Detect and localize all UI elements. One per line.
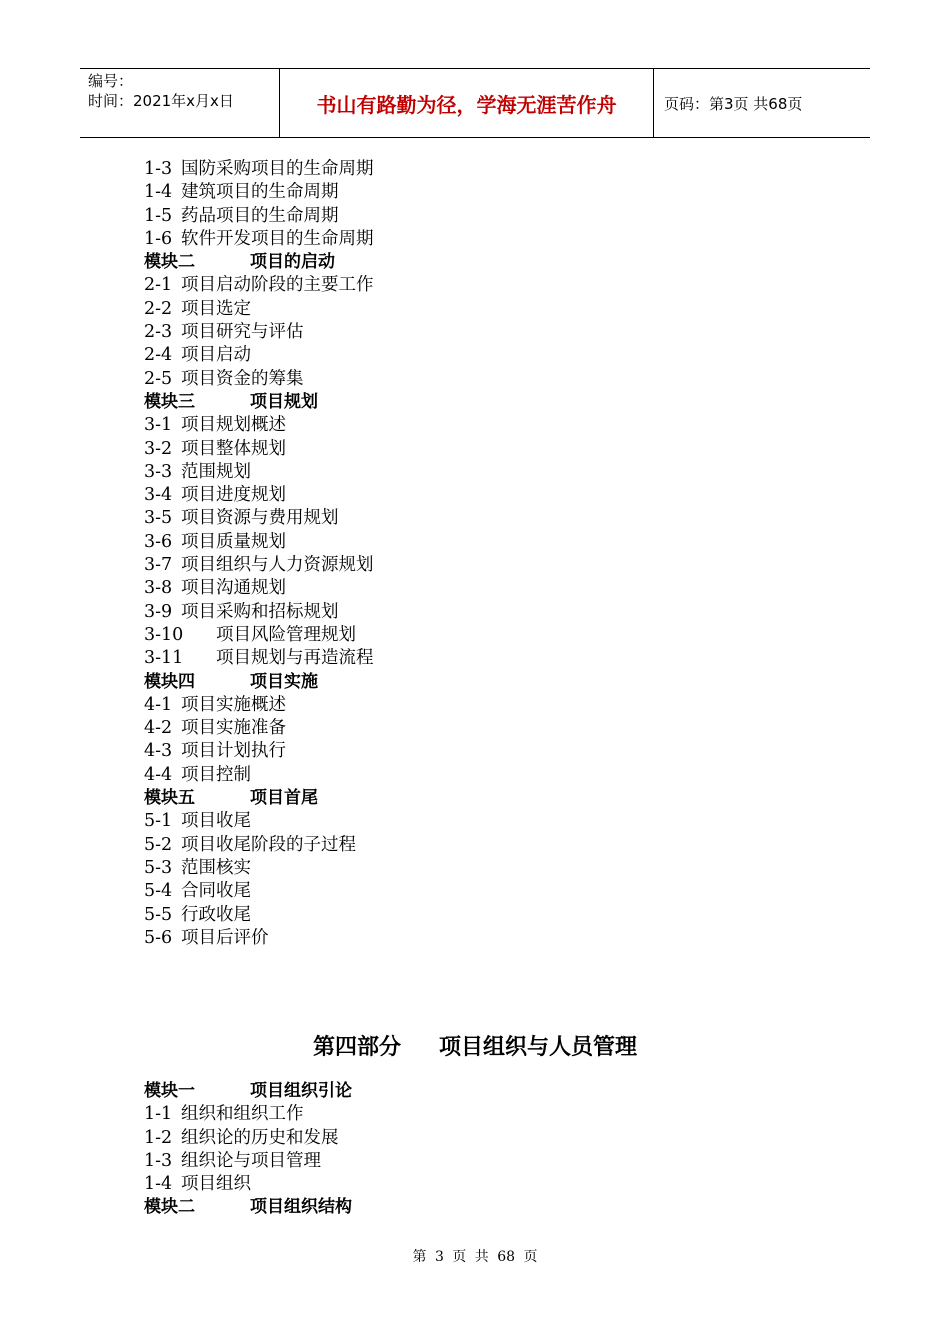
number-label: 编号： <box>88 72 134 90</box>
toc-item-title: 项目实施准备 <box>181 718 286 739</box>
toc-item-number: 3-6 <box>144 531 173 552</box>
toc-item-number: 1-4 <box>144 1174 173 1195</box>
module-label: 模块五 <box>144 788 195 809</box>
module-title: 项目首尾 <box>250 788 318 809</box>
toc-item <box>144 554 374 577</box>
toc-item-title: 项目研究与评估 <box>181 322 304 343</box>
part-title-label: 第四部分 <box>312 1035 401 1060</box>
module-label: 模块三 <box>144 391 195 412</box>
toc-item <box>144 740 374 763</box>
toc-item-title: 项目计划执行 <box>181 741 286 762</box>
toc-item-title: 国防采购项目的生命周期 <box>181 159 374 179</box>
toc-item <box>144 344 374 367</box>
module-title: 项目实施 <box>250 671 318 692</box>
toc-item-number: 1-3 <box>144 159 173 179</box>
toc-item <box>144 764 374 787</box>
toc-item-number: 2-2 <box>144 298 173 319</box>
toc-item-title: 项目进度规划 <box>181 485 286 506</box>
toc-item-title: 项目风险管理规划 <box>216 624 356 645</box>
toc-item-number: 3-7 <box>144 555 173 576</box>
toc-item <box>144 601 374 624</box>
toc-item-title: 项目规划概述 <box>181 415 286 436</box>
toc-item-title: 项目启动 <box>181 345 251 366</box>
toc-item-title: 软件开发项目的生命周期 <box>181 228 374 249</box>
toc-item <box>144 274 374 297</box>
toc-item-title: 项目资金的筹集 <box>181 368 304 389</box>
module-heading <box>144 391 374 414</box>
module-label: 模块二 <box>144 252 195 273</box>
toc-item-number: 3-5 <box>144 508 173 529</box>
toc-item <box>144 834 374 857</box>
table-of-contents-part4 <box>144 1080 352 1220</box>
toc-item <box>144 857 374 880</box>
toc-item <box>144 927 374 950</box>
toc-item <box>144 298 374 321</box>
toc-item <box>144 810 374 833</box>
toc-item <box>144 880 374 903</box>
module-label: 模块一 <box>144 1081 195 1101</box>
toc-item-title: 项目沟通规划 <box>181 578 286 599</box>
module-heading <box>144 787 374 810</box>
toc-item <box>144 717 374 740</box>
toc-item-title: 项目规划与再造流程 <box>216 648 374 669</box>
page-header <box>80 68 870 138</box>
toc-item-title: 建筑项目的生命周期 <box>181 182 339 203</box>
toc-item-number: 3-11 <box>144 648 184 669</box>
toc-item-number: 1-4 <box>144 182 173 203</box>
toc-item <box>144 577 374 600</box>
toc-item-number: 2-4 <box>144 345 173 366</box>
toc-item-title: 项目收尾 <box>181 811 251 832</box>
toc-item-number: 5-2 <box>144 834 173 855</box>
toc-item-number: 2-3 <box>144 322 173 343</box>
toc-item-number: 3-2 <box>144 438 173 459</box>
toc-item-title: 项目采购和招标规划 <box>181 601 339 622</box>
module-title: 项目规划 <box>250 391 318 412</box>
module-title: 项目组织结构 <box>250 1197 352 1218</box>
toc-item <box>144 484 374 507</box>
toc-item-number: 5-5 <box>144 904 173 925</box>
module-heading <box>144 251 374 274</box>
toc-item-title: 项目启动阶段的主要工作 <box>181 275 374 296</box>
toc-item-title: 组织论的历史和发展 <box>181 1127 339 1148</box>
toc-item-title: 项目后评价 <box>181 927 269 948</box>
module-title: 项目组织引论 <box>250 1081 352 1101</box>
toc-item-number: 3-3 <box>144 461 173 482</box>
toc-item <box>144 158 374 181</box>
module-title: 项目的启动 <box>250 252 335 273</box>
toc-item-number: 1-3 <box>144 1150 173 1171</box>
toc-item-title: 项目控制 <box>181 764 251 785</box>
toc-item-title: 合同收尾 <box>181 881 251 902</box>
toc-item-number: 2-1 <box>144 275 173 296</box>
module-heading <box>144 1196 352 1219</box>
toc-item-number: 1-1 <box>144 1104 173 1125</box>
toc-item-number: 5-3 <box>144 857 173 878</box>
toc-item <box>144 414 374 437</box>
toc-item <box>144 1127 352 1150</box>
toc-item-title: 项目组织 <box>181 1174 251 1195</box>
toc-item <box>144 904 374 927</box>
toc-item-number: 4-4 <box>144 764 173 785</box>
toc-item-number: 3-4 <box>144 485 173 506</box>
toc-item <box>144 1173 352 1196</box>
toc-item-title: 项目质量规划 <box>181 531 286 552</box>
toc-item <box>144 205 374 228</box>
header-page-info: 页码：第3页 共68页 <box>664 94 803 113</box>
part-title <box>0 1030 950 1061</box>
toc-item-title: 项目整体规划 <box>181 438 286 459</box>
module-label: 模块二 <box>144 1197 195 1218</box>
toc-item-number: 1-6 <box>144 228 173 249</box>
toc-item-title: 行政收尾 <box>181 904 251 925</box>
toc-item-number: 5-6 <box>144 927 173 948</box>
toc-item-number: 2-5 <box>144 368 173 389</box>
part-title-text: 项目组织与人员管理 <box>439 1035 638 1060</box>
header-motto: 书山有路勤为径，学海无涯苦作舟 <box>280 69 654 137</box>
toc-item-number: 4-2 <box>144 718 173 739</box>
toc-item <box>144 507 374 530</box>
toc-item <box>144 321 374 344</box>
toc-item <box>144 1103 352 1126</box>
toc-item <box>144 694 374 717</box>
toc-item <box>144 647 374 670</box>
module-heading <box>144 1080 352 1103</box>
toc-item-number: 4-3 <box>144 741 173 762</box>
toc-item-number: 4-1 <box>144 694 173 715</box>
toc-item-title: 范围核实 <box>181 857 251 878</box>
toc-item-title: 范围规划 <box>181 461 251 482</box>
toc-item <box>144 1150 352 1173</box>
toc-item-title: 组织论与项目管理 <box>181 1150 321 1171</box>
toc-item-title: 项目收尾阶段的子过程 <box>181 834 356 855</box>
table-of-contents <box>144 158 374 950</box>
toc-item-number: 5-4 <box>144 881 173 902</box>
toc-item <box>144 181 374 204</box>
toc-item-title: 组织和组织工作 <box>181 1104 304 1125</box>
toc-item-number: 1-2 <box>144 1127 173 1148</box>
module-heading <box>144 671 374 694</box>
toc-item <box>144 368 374 391</box>
toc-item-number: 5-1 <box>144 811 173 832</box>
toc-item <box>144 624 374 647</box>
toc-item-number: 3-8 <box>144 578 173 599</box>
toc-item-number: 3-10 <box>144 624 184 645</box>
time-label: 时间：2021年x月x日 <box>88 92 234 110</box>
toc-item-title: 药品项目的生命周期 <box>181 205 339 226</box>
toc-item <box>144 531 374 554</box>
toc-item-number: 3-1 <box>144 415 173 436</box>
toc-item-number: 3-9 <box>144 601 173 622</box>
toc-item <box>144 228 374 251</box>
page-footer: 第 3 页 共 68 页 <box>412 1249 538 1265</box>
module-label: 模块四 <box>144 671 195 692</box>
toc-item-title: 项目实施概述 <box>181 694 286 715</box>
toc-item-number: 1-5 <box>144 205 173 226</box>
header-meta <box>80 69 280 137</box>
toc-item-title: 项目选定 <box>181 298 251 319</box>
toc-item <box>144 438 374 461</box>
toc-item-title: 项目资源与费用规划 <box>181 508 339 529</box>
toc-item-title: 项目组织与人力资源规划 <box>181 555 374 576</box>
toc-item <box>144 461 374 484</box>
